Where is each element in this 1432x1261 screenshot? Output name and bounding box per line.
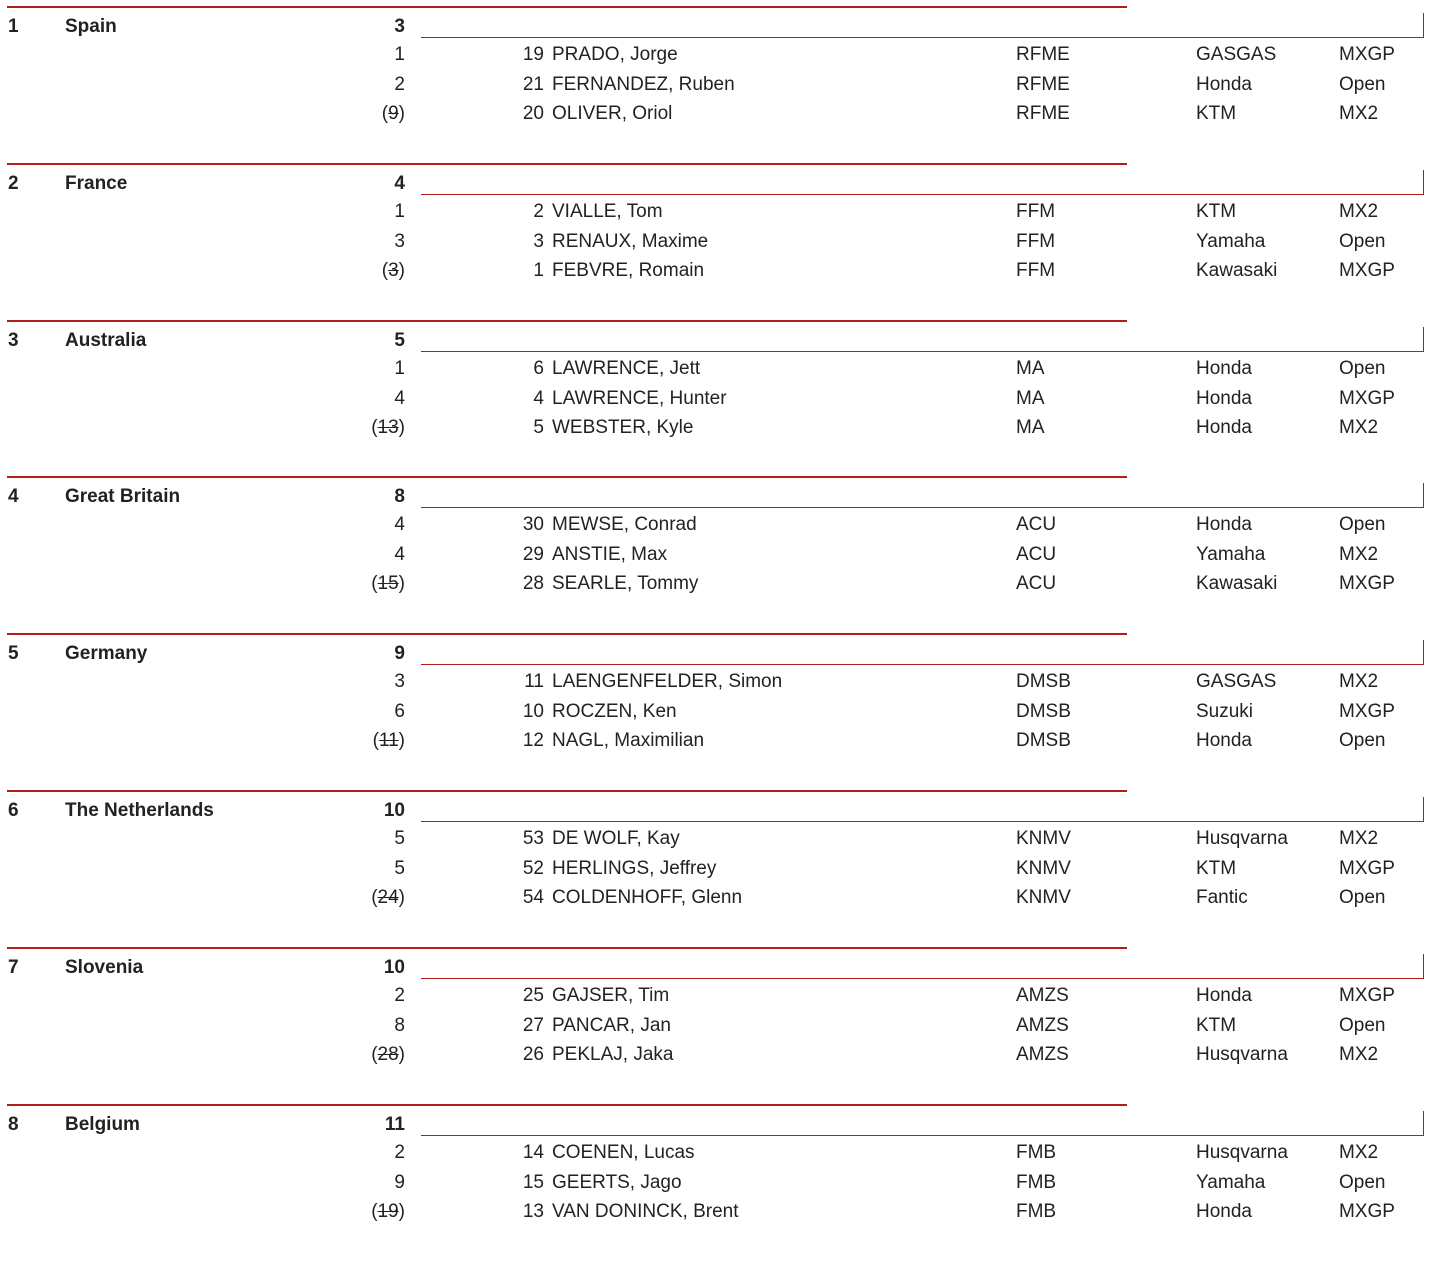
rider-federation: RFME <box>1016 74 1070 95</box>
rider-row <box>0 858 1432 882</box>
rider-class: Open <box>1339 730 1386 751</box>
rider-row <box>0 358 1432 382</box>
team-divider <box>7 947 1127 949</box>
rider-bike: GASGAS <box>1196 44 1277 65</box>
rider-name[interactable]: LAWRENCE, Hunter <box>552 388 727 409</box>
rider-name[interactable]: GAJSER, Tim <box>552 985 670 1006</box>
rider-bike: Honda <box>1196 985 1252 1006</box>
rider-federation: KNMV <box>1016 828 1071 849</box>
rider-result: 6 <box>394 701 405 722</box>
team-position: 6 <box>8 800 19 821</box>
rider-federation: MA <box>1016 358 1045 379</box>
rider-name[interactable]: VIALLE, Tom <box>552 201 663 222</box>
rider-row <box>0 730 1432 754</box>
rider-number: 10 <box>522 701 544 722</box>
rider-row <box>0 1172 1432 1196</box>
rider-class: Open <box>1339 74 1386 95</box>
rider-class: Open <box>1339 231 1386 252</box>
rider-bike: KTM <box>1196 103 1237 124</box>
rider-federation: DMSB <box>1016 671 1071 692</box>
rider-federation: FMB <box>1016 1172 1057 1193</box>
rider-name[interactable]: NAGL, Maximilian <box>552 730 705 751</box>
rider-number: 20 <box>522 103 544 124</box>
team-divider <box>7 320 1127 322</box>
rider-result: 1 <box>394 358 405 379</box>
team-block <box>0 476 1432 633</box>
rider-bike: Kawasaki <box>1196 260 1278 281</box>
rider-bike: Yamaha <box>1196 544 1266 565</box>
rider-federation: FMB <box>1016 1142 1057 1163</box>
team-divider <box>7 6 1127 8</box>
team-points: 11 <box>384 1114 405 1135</box>
rider-result: 5 <box>394 828 405 849</box>
dropped-result: 3 <box>388 260 399 281</box>
rider-result: 9 <box>394 1172 405 1193</box>
rider-class: Open <box>1339 1172 1386 1193</box>
team-divider <box>7 163 1127 165</box>
rider-name[interactable]: PRADO, Jorge <box>552 44 678 65</box>
rider-number: 54 <box>522 887 544 908</box>
team-position: 8 <box>8 1114 19 1135</box>
team-block <box>0 1104 1432 1261</box>
rider-number: 13 <box>522 1201 544 1222</box>
rider-name[interactable]: COLDENHOFF, Glenn <box>552 887 743 908</box>
rider-number: 52 <box>522 858 544 879</box>
rider-federation: KNMV <box>1016 887 1071 908</box>
rider-row <box>0 231 1432 255</box>
rider-class: MX2 <box>1339 201 1379 222</box>
rider-number: 26 <box>522 1044 544 1065</box>
team-nation[interactable]: Belgium <box>65 1114 140 1135</box>
rider-result: 1 <box>394 201 405 222</box>
rider-row <box>0 1142 1432 1166</box>
rider-row <box>0 417 1432 441</box>
rider-federation: AMZS <box>1016 1044 1069 1065</box>
team-riders-frame <box>421 483 1424 508</box>
rider-row <box>0 74 1432 98</box>
rider-number: 27 <box>522 1015 544 1036</box>
team-position: 5 <box>8 643 19 664</box>
team-points: 3 <box>394 16 405 37</box>
rider-bike: KTM <box>1196 858 1237 879</box>
team-nation[interactable]: Slovenia <box>65 957 144 978</box>
dropped-result: 11 <box>378 730 399 751</box>
rider-class: MX2 <box>1339 544 1379 565</box>
rider-name[interactable]: ANSTIE, Max <box>552 544 668 565</box>
team-points: 8 <box>394 486 405 507</box>
rider-class: MXGP <box>1339 44 1395 65</box>
rider-row <box>0 573 1432 597</box>
rider-row <box>0 1015 1432 1039</box>
rider-name[interactable]: SEARLE, Tommy <box>552 573 699 594</box>
team-riders-frame <box>421 640 1424 665</box>
rider-class: Open <box>1339 514 1386 535</box>
rider-name[interactable]: DE WOLF, Kay <box>552 828 680 849</box>
rider-name[interactable]: OLIVER, Oriol <box>552 103 673 124</box>
dropped-result: 13 <box>377 417 399 438</box>
rider-bike: Yamaha <box>1196 231 1266 252</box>
rider-result: 3 <box>394 671 405 692</box>
team-nation[interactable]: Spain <box>65 16 117 37</box>
rider-federation: DMSB <box>1016 730 1071 751</box>
rider-name[interactable]: WEBSTER, Kyle <box>552 417 694 438</box>
team-position: 2 <box>8 173 19 194</box>
rider-class: MXGP <box>1339 985 1395 1006</box>
rider-federation: MA <box>1016 417 1045 438</box>
team-riders-frame <box>421 327 1424 352</box>
team-riders-frame <box>421 170 1424 195</box>
rider-class: MXGP <box>1339 858 1395 879</box>
rider-name[interactable]: COENEN, Lucas <box>552 1142 695 1163</box>
rider-number: 4 <box>533 388 544 409</box>
team-nation[interactable]: Germany <box>65 643 148 664</box>
rider-bike: Honda <box>1196 1201 1252 1222</box>
rider-result: (3) <box>381 260 405 281</box>
rider-federation: FFM <box>1016 260 1056 281</box>
rider-number: 6 <box>533 358 544 379</box>
rider-result: 2 <box>394 1142 405 1163</box>
rider-class: MX2 <box>1339 1044 1379 1065</box>
rider-name[interactable]: PANCAR, Jan <box>552 1015 671 1036</box>
rider-bike: Honda <box>1196 74 1252 95</box>
rider-number: 11 <box>524 671 544 692</box>
dropped-result: 19 <box>377 1201 399 1222</box>
rider-federation: AMZS <box>1016 1015 1069 1036</box>
rider-number: 21 <box>522 74 544 95</box>
rider-federation: AMZS <box>1016 985 1069 1006</box>
rider-federation: MA <box>1016 388 1045 409</box>
rider-bike: Husqvarna <box>1196 828 1288 849</box>
team-points: 10 <box>383 957 405 978</box>
rider-federation: ACU <box>1016 514 1057 535</box>
rider-row <box>0 671 1432 695</box>
rider-number: 28 <box>522 573 544 594</box>
team-nation[interactable]: Great Britain <box>65 486 181 507</box>
rider-bike: KTM <box>1196 1015 1237 1036</box>
rider-name[interactable]: HERLINGS, Jeffrey <box>552 858 717 879</box>
rider-number: 19 <box>522 44 544 65</box>
rider-number: 30 <box>522 514 544 535</box>
dropped-result: 15 <box>377 573 399 594</box>
team-block <box>0 790 1432 947</box>
rider-bike: Kawasaki <box>1196 573 1278 594</box>
dropped-result: 9 <box>388 103 399 124</box>
team-position: 4 <box>8 486 19 507</box>
rider-number: 15 <box>522 1172 544 1193</box>
team-riders-frame <box>421 13 1424 38</box>
rider-row <box>0 514 1432 538</box>
rider-result: 4 <box>394 514 405 535</box>
rider-result: 1 <box>394 44 405 65</box>
rider-name[interactable]: GEERTS, Jago <box>552 1172 682 1193</box>
rider-number: 29 <box>522 544 544 565</box>
rider-result: 4 <box>394 388 405 409</box>
rider-class: MX2 <box>1339 828 1379 849</box>
rider-class: MX2 <box>1339 417 1379 438</box>
rider-class: Open <box>1339 887 1386 908</box>
rider-result: (11) <box>372 730 405 751</box>
rider-number: 25 <box>522 985 544 1006</box>
team-points: 5 <box>394 330 405 351</box>
rider-name[interactable]: FEBVRE, Romain <box>552 260 705 281</box>
rider-result: (15) <box>371 573 405 594</box>
rider-row <box>0 260 1432 284</box>
dropped-result: 28 <box>377 1044 399 1065</box>
rider-bike: Honda <box>1196 358 1252 379</box>
rider-row <box>0 985 1432 1009</box>
team-riders-frame <box>421 1111 1424 1136</box>
rider-name[interactable]: RENAUX, Maxime <box>552 231 709 252</box>
rider-bike: Honda <box>1196 417 1252 438</box>
rider-result: (24) <box>371 887 405 908</box>
team-points: 9 <box>394 643 405 664</box>
rider-number: 1 <box>533 260 544 281</box>
rider-row <box>0 44 1432 68</box>
rider-row <box>0 1044 1432 1068</box>
rider-bike: Honda <box>1196 730 1252 751</box>
rider-class: MX2 <box>1339 671 1379 692</box>
rider-class: MX2 <box>1339 103 1379 124</box>
rider-federation: ACU <box>1016 544 1057 565</box>
rider-bike: Suzuki <box>1196 701 1254 722</box>
rider-row <box>0 201 1432 225</box>
rider-bike: KTM <box>1196 201 1237 222</box>
team-block <box>0 6 1432 163</box>
rider-number: 5 <box>533 417 544 438</box>
rider-row <box>0 828 1432 852</box>
rider-federation: ACU <box>1016 573 1057 594</box>
rider-result: 2 <box>394 985 405 1006</box>
rider-class: MXGP <box>1339 388 1395 409</box>
team-block <box>0 947 1432 1104</box>
rider-bike: Yamaha <box>1196 1172 1266 1193</box>
rider-class: MXGP <box>1339 701 1395 722</box>
team-block <box>0 163 1432 320</box>
team-position: 7 <box>8 957 19 978</box>
rider-bike: Honda <box>1196 514 1252 535</box>
rider-name[interactable]: LAENGENFELDER, Simon <box>552 671 783 692</box>
rider-federation: FFM <box>1016 231 1056 252</box>
rider-number: 3 <box>533 231 544 252</box>
team-divider <box>7 1104 1127 1106</box>
rider-class: MXGP <box>1339 573 1395 594</box>
rider-result: (19) <box>371 1201 405 1222</box>
team-nation[interactable]: Australia <box>65 330 147 351</box>
rider-bike: Husqvarna <box>1196 1142 1288 1163</box>
team-position: 3 <box>8 330 19 351</box>
rider-name[interactable]: VAN DONINCK, Brent <box>552 1201 739 1222</box>
rider-result: 8 <box>394 1015 405 1036</box>
rider-federation: KNMV <box>1016 858 1071 879</box>
rider-bike: GASGAS <box>1196 671 1277 692</box>
rider-federation: FMB <box>1016 1201 1057 1222</box>
rider-bike: Honda <box>1196 388 1252 409</box>
rider-federation: DMSB <box>1016 701 1071 722</box>
rider-class: MXGP <box>1339 260 1395 281</box>
rider-bike: Fantic <box>1196 887 1248 908</box>
team-riders-frame <box>421 954 1424 979</box>
rider-row <box>0 701 1432 725</box>
rider-number: 2 <box>533 201 544 222</box>
rider-result: (9) <box>381 103 405 124</box>
team-block <box>0 320 1432 477</box>
rider-federation: RFME <box>1016 103 1070 124</box>
team-divider <box>7 476 1127 478</box>
rider-result: 2 <box>394 74 405 95</box>
rider-class: MXGP <box>1339 1201 1395 1222</box>
rider-class: Open <box>1339 1015 1386 1036</box>
team-position: 1 <box>8 16 19 37</box>
rider-row <box>0 1201 1432 1225</box>
rider-name[interactable]: MEWSE, Conrad <box>552 514 697 535</box>
rider-number: 53 <box>522 828 544 849</box>
rider-row <box>0 103 1432 127</box>
team-points: 10 <box>383 800 405 821</box>
rider-name[interactable]: FERNANDEZ, Ruben <box>552 74 735 95</box>
rider-result: 5 <box>394 858 405 879</box>
team-block <box>0 633 1432 790</box>
rider-federation: FFM <box>1016 201 1056 222</box>
team-nation[interactable]: The Netherlands <box>65 800 214 821</box>
rider-number: 14 <box>522 1142 544 1163</box>
rider-class: MX2 <box>1339 1142 1379 1163</box>
rider-number: 12 <box>522 730 544 751</box>
team-nation[interactable]: France <box>65 173 128 194</box>
rider-result: (28) <box>371 1044 405 1065</box>
rider-result: (13) <box>371 417 405 438</box>
rider-name[interactable]: ROCZEN, Ken <box>552 701 677 722</box>
rider-name[interactable]: PEKLAJ, Jaka <box>552 1044 674 1065</box>
dropped-result: 24 <box>377 887 399 908</box>
rider-federation: RFME <box>1016 44 1070 65</box>
team-riders-frame <box>421 797 1424 822</box>
rider-row <box>0 544 1432 568</box>
rider-name[interactable]: LAWRENCE, Jett <box>552 358 701 379</box>
team-points: 4 <box>394 173 405 194</box>
rider-result: 4 <box>394 544 405 565</box>
team-divider <box>7 790 1127 792</box>
team-divider <box>7 633 1127 635</box>
rider-row <box>0 388 1432 412</box>
rider-class: Open <box>1339 358 1386 379</box>
rider-result: 3 <box>394 231 405 252</box>
rider-bike: Husqvarna <box>1196 1044 1288 1065</box>
rider-row <box>0 887 1432 911</box>
